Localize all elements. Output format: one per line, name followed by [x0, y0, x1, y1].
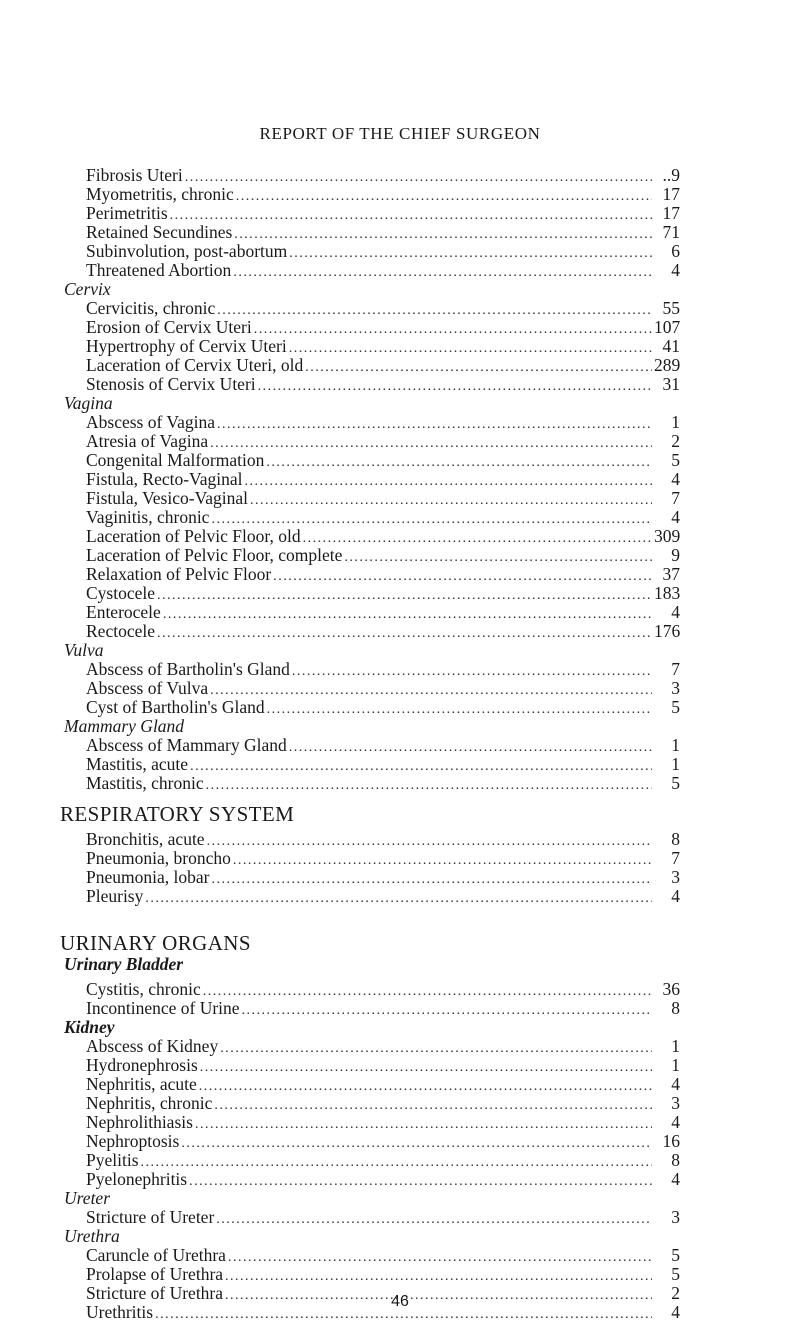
vulva-list [60, 660, 680, 717]
dot-leader [170, 206, 652, 225]
dot-leader [225, 1267, 652, 1286]
item-name: Retained Secundines [86, 222, 233, 242]
item-count: 7 [671, 488, 680, 508]
dot-leader [210, 681, 652, 700]
item-count: 3 [671, 678, 680, 698]
item-count: 1 [671, 1036, 680, 1056]
item-name: Fistula, Recto-Vaginal [86, 469, 243, 489]
item-name: Abscess of Bartholin's Gland [86, 659, 290, 679]
dot-leader [267, 700, 652, 719]
bladder-heading: Urinary Bladder [64, 954, 184, 974]
item-name: Myometritis, chronic [86, 184, 234, 204]
dot-leader [228, 1248, 652, 1267]
item-count: 4 [671, 1169, 680, 1189]
item-count: 5 [671, 773, 680, 793]
item-name: Mastitis, acute [86, 754, 189, 774]
mammary-heading: Mammary Gland [64, 716, 185, 736]
respiratory-list [60, 830, 680, 906]
dot-leader [195, 1115, 652, 1134]
list-item [60, 1075, 680, 1094]
list-item [60, 698, 680, 717]
list-item [60, 980, 680, 999]
dot-leader [185, 168, 652, 187]
list-item [60, 622, 680, 641]
item-count: 8 [671, 998, 680, 1018]
dot-leader [216, 1210, 652, 1229]
item-name: Nephrolithiasis [86, 1112, 193, 1132]
page-number: 46 [391, 1293, 409, 1310]
item-count: 4 [671, 1302, 680, 1322]
list-item [60, 413, 680, 432]
list-item [60, 999, 680, 1018]
list-item [60, 565, 680, 584]
list-item [60, 887, 680, 906]
dot-leader [289, 244, 652, 263]
bladder-list [60, 980, 680, 1018]
list-item [60, 1265, 680, 1284]
vagina-heading: Vagina [64, 393, 113, 413]
dot-leader [163, 605, 652, 624]
list-item [60, 489, 680, 508]
item-name: Atresia of Vagina [86, 431, 209, 451]
uterus-list [60, 166, 680, 280]
dot-leader [242, 1001, 652, 1020]
dot-leader [199, 1077, 652, 1096]
item-name: Abscess of Vulva [86, 678, 209, 698]
item-name: Hypertrophy of Cervix Uteri [86, 336, 287, 356]
item-count: ..9 [662, 165, 680, 185]
item-name: Nephroptosis [86, 1131, 180, 1151]
item-name: Pneumonia, lobar [86, 867, 210, 887]
list-item [60, 1151, 680, 1170]
list-item [60, 223, 680, 242]
dot-leader [157, 586, 652, 605]
dot-leader [273, 567, 652, 586]
item-name: Stricture of Urethra [86, 1283, 224, 1303]
item-name: Laceration of Cervix Uteri, old [86, 355, 304, 375]
dot-leader [236, 187, 652, 206]
item-name: Nephritis, acute [86, 1074, 197, 1094]
list-item [60, 318, 680, 337]
dot-leader [181, 1134, 652, 1153]
dot-leader [344, 548, 652, 567]
item-name: Mastitis, chronic [86, 773, 204, 793]
dot-leader [289, 738, 652, 757]
item-name: Hydronephrosis [86, 1055, 198, 1075]
dot-leader [303, 529, 652, 548]
item-count: 71 [662, 222, 680, 242]
item-count: 2 [671, 431, 680, 451]
dot-leader [141, 1153, 652, 1172]
item-name: Caruncle of Urethra [86, 1245, 226, 1265]
list-item [60, 849, 680, 868]
cervix-list [60, 299, 680, 394]
list-item [60, 1246, 680, 1265]
dot-leader [203, 982, 652, 1001]
list-item [60, 755, 680, 774]
list-item [60, 337, 680, 356]
list-item [60, 1037, 680, 1056]
dot-leader [250, 491, 652, 510]
dot-leader [305, 358, 652, 377]
list-item [60, 1208, 680, 1227]
item-count: 5 [671, 450, 680, 470]
item-count: 107 [654, 317, 681, 337]
item-count: 4 [671, 886, 680, 906]
item-count: 4 [671, 1074, 680, 1094]
cervix-heading: Cervix [64, 279, 111, 299]
vagina-list [60, 413, 680, 641]
item-name: Laceration of Pelvic Floor, complete [86, 545, 343, 565]
list-item [60, 774, 680, 793]
list-item [60, 1113, 680, 1132]
item-name: Abscess of Kidney [86, 1036, 219, 1056]
urinary-section-title: URINARY ORGANS [60, 931, 251, 955]
item-count: 3 [671, 867, 680, 887]
list-item [60, 584, 680, 603]
item-count: 3 [671, 1093, 680, 1113]
item-count: 1 [671, 412, 680, 432]
item-count: 309 [654, 526, 681, 546]
item-name: Urethritis [86, 1302, 154, 1322]
item-name: Threatened Abortion [86, 260, 232, 280]
item-count: 4 [671, 1112, 680, 1132]
item-count: 6 [671, 241, 680, 261]
list-item [60, 1170, 680, 1189]
item-name: Cyst of Bartholin's Gland [86, 697, 265, 717]
item-count: 8 [671, 829, 680, 849]
item-name: Stenosis of Cervix Uteri [86, 374, 256, 394]
dot-leader [211, 870, 652, 889]
list-item [60, 546, 680, 565]
item-count: 7 [671, 848, 680, 868]
list-item [60, 603, 680, 622]
item-name: Pneumonia, broncho [86, 848, 231, 868]
list-item [60, 830, 680, 849]
item-name: Relaxation of Pelvic Floor [86, 564, 272, 584]
item-name: Erosion of Cervix Uteri [86, 317, 252, 337]
item-name: Pyelonephritis [86, 1169, 188, 1189]
list-item [60, 356, 680, 375]
list-item [60, 432, 680, 451]
dot-leader [245, 472, 652, 491]
item-count: 289 [654, 355, 681, 375]
dot-leader [145, 889, 652, 908]
dot-leader [289, 339, 652, 358]
item-count: 8 [671, 1150, 680, 1170]
item-count: 36 [662, 979, 680, 999]
item-count: 5 [671, 1264, 680, 1284]
item-count: 5 [671, 697, 680, 717]
list-item [60, 166, 680, 185]
dot-leader [207, 832, 652, 851]
report-body [60, 166, 680, 1322]
dot-leader [233, 263, 652, 282]
item-count: 183 [654, 583, 681, 603]
item-name: Bronchitis, acute [86, 829, 205, 849]
item-name: Rectocele [86, 621, 155, 641]
item-name: Vaginitis, chronic [86, 507, 210, 527]
item-name: Cystocele [86, 583, 156, 603]
item-count: 7 [671, 659, 680, 679]
list-item [60, 204, 680, 223]
item-count: 17 [662, 184, 680, 204]
item-name: Pleurisy [86, 886, 144, 906]
item-count: 1 [671, 735, 680, 755]
item-name: Prolapse of Urethra [86, 1264, 224, 1284]
list-item [60, 242, 680, 261]
list-item [60, 660, 680, 679]
dot-leader [258, 377, 652, 396]
item-count: 5 [671, 1245, 680, 1265]
respiratory-section-title: RESPIRATORY SYSTEM [60, 802, 295, 826]
item-name: Perimetritis [86, 203, 168, 223]
item-name: Abscess of Mammary Gland [86, 735, 287, 755]
kidney-list [60, 1037, 680, 1189]
item-name: Cystitis, chronic [86, 979, 201, 999]
item-name: Laceration of Pelvic Floor, old [86, 526, 301, 546]
item-count: 1 [671, 754, 680, 774]
dot-leader [233, 851, 652, 870]
item-name: Nephritis, chronic [86, 1093, 213, 1113]
list-item [60, 185, 680, 204]
item-count: 3 [671, 1207, 680, 1227]
dot-leader [266, 453, 652, 472]
dot-leader [214, 1096, 652, 1115]
list-item [60, 1094, 680, 1113]
item-name: Fistula, Vesico-Vaginal [86, 488, 249, 508]
dot-leader [190, 757, 652, 776]
item-count: 4 [671, 260, 680, 280]
item-name: Subinvolution, post-abortum [86, 241, 288, 261]
item-count: 1 [671, 1055, 680, 1075]
item-name: Congenital Malformation [86, 450, 265, 470]
item-count: 37 [662, 564, 680, 584]
item-count: 2 [671, 1283, 680, 1303]
dot-leader [210, 434, 652, 453]
dot-leader [157, 624, 652, 643]
item-count: 4 [671, 507, 680, 527]
dot-leader [217, 415, 652, 434]
list-item [60, 1056, 680, 1075]
dot-leader [217, 301, 652, 320]
list-item [60, 451, 680, 470]
mammary-list [60, 736, 680, 793]
list-item [60, 299, 680, 318]
item-count: 16 [662, 1131, 680, 1151]
ureter-heading: Ureter [64, 1188, 111, 1208]
list-item [60, 679, 680, 698]
list-item [60, 508, 680, 527]
dot-leader [234, 225, 652, 244]
item-name: Incontinence of Urine [86, 998, 240, 1018]
item-name: Enterocele [86, 602, 161, 622]
item-name: Cervicitis, chronic [86, 298, 216, 318]
list-item [60, 375, 680, 394]
item-count: 4 [671, 469, 680, 489]
ureter-list [60, 1208, 680, 1227]
dot-leader [200, 1058, 652, 1077]
item-name: Fibrosis Uteri [86, 165, 183, 185]
list-item [60, 527, 680, 546]
dot-leader [189, 1172, 652, 1191]
item-count: 4 [671, 602, 680, 622]
item-count: 55 [662, 298, 680, 318]
item-count: 31 [662, 374, 680, 394]
item-name: Stricture of Ureter [86, 1207, 215, 1227]
urethra-heading: Urethra [64, 1226, 120, 1246]
list-item [60, 261, 680, 280]
dot-leader [220, 1039, 652, 1058]
item-count: 176 [654, 621, 681, 641]
item-count: 41 [662, 336, 680, 356]
dot-leader [206, 776, 652, 795]
list-item [60, 736, 680, 755]
list-item [60, 868, 680, 887]
dot-leader [292, 662, 652, 681]
item-count: 17 [662, 203, 680, 223]
item-count: 9 [671, 545, 680, 565]
item-name: Abscess of Vagina [86, 412, 215, 432]
page-header: REPORT OF THE CHIEF SURGEON [259, 124, 541, 143]
list-item [60, 1132, 680, 1151]
list-item [60, 470, 680, 489]
item-name: Pyelitis [86, 1150, 139, 1170]
dot-leader [254, 320, 652, 339]
vulva-heading: Vulva [64, 640, 104, 660]
kidney-heading: Kidney [64, 1017, 115, 1037]
